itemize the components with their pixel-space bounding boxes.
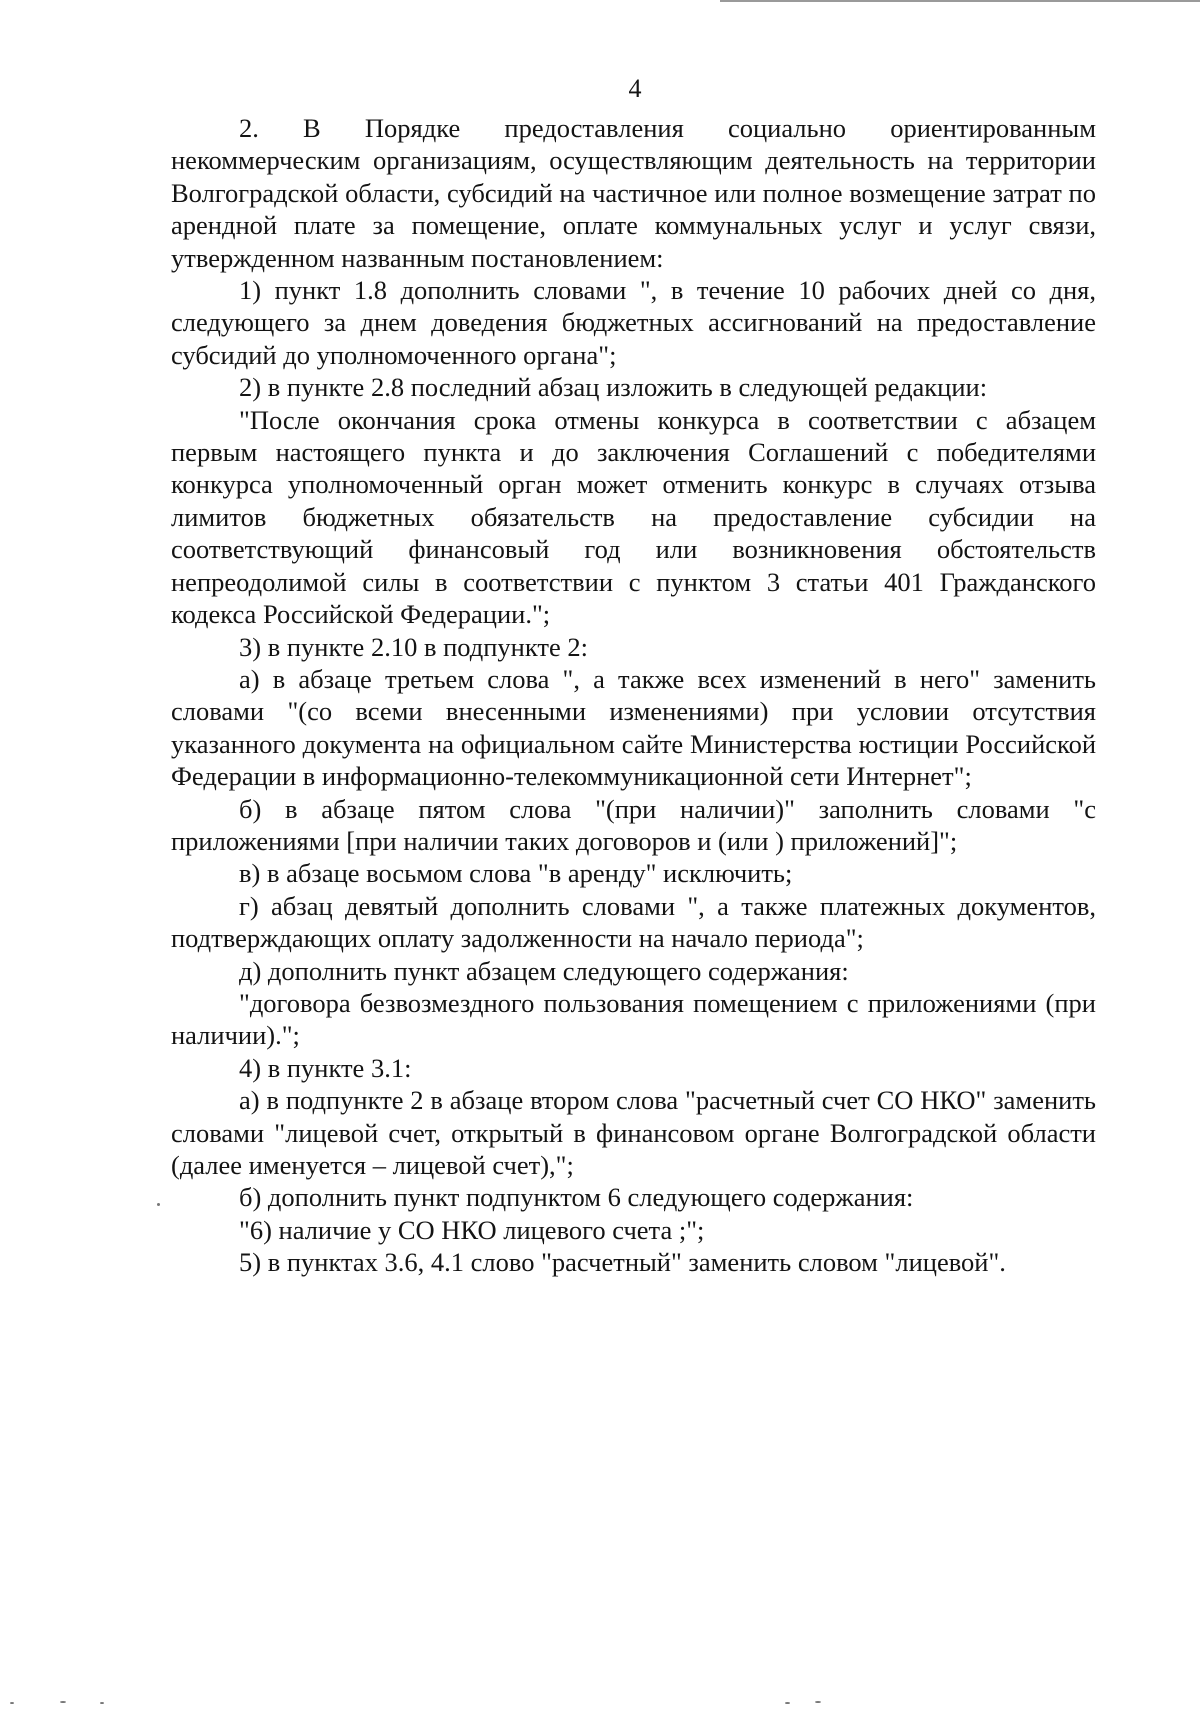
page-number: 4 [628, 74, 642, 103]
scan-speck [100, 1702, 104, 1704]
paragraph-item-4a: а) в подпункте 2 в абзаце втором слова "расчетный счет СО НКО" заменить словами "лицевой счет, открытый в финансовом органе Волгоградской области (далее именуется – лицевой счет),"; [171, 1085, 1096, 1180]
paragraph-item-3g: г) абзац девятый дополнить словами ", а также платежных документов, подтверждающих оплату задолженности на начало периода"; [171, 890, 1096, 954]
paragraph-item-3v: в) в абзаце восьмом слова "в аренду" исключить; [239, 858, 793, 889]
paragraph-item-4: 4) в пункте 3.1: [239, 1052, 412, 1083]
paragraph-item-5: 5) в пунктах 3.6, 4.1 слово "расчетный" заменить словом "лицевой". [239, 1247, 1006, 1278]
scan-speck [157, 1203, 160, 1206]
paragraph-item-3d: д) дополнить пункт абзацем следующего содержания: [239, 955, 849, 986]
scan-edge-line [720, 0, 1200, 2]
paragraph-quoted-addition: "договора безвозмездного пользования помещением с приложениями (при наличии)."; [171, 987, 1096, 1051]
paragraph-quoted-text: "После окончания срока отмены конкурса в соответствии с абзацем первым настоящего пункта и до заключения Соглашений с победителями конкурса уполномоченный орган может отменить конкурс в случаях отзыва лимитов бюджетных обязательств на предоставление субсидии на соответствующий финансовый год или возникновения обстоятельств непреодолимой силы в соответствии с пунктом 3 статьи 401 Гражданского кодекса Российской Федерации."; [171, 404, 1096, 630]
paragraph-quoted-subitem-6: "6) наличие у СО НКО лицевого счета ;"; [239, 1214, 705, 1245]
scan-speck [815, 1701, 821, 1703]
scan-speck [60, 1701, 66, 1703]
scan-speck [785, 1702, 790, 1704]
paragraph-amendment-intro: 2. В Порядке предоставления социально ориентированным некоммерческим организациям, осуществляющим деятельность на территории Волгоградской области, субсидий на частичное или полное возмещение затрат по арендной плате за помещение, оплате коммунальных услуг и услуг связи, утвержденном названным постановлением: [171, 113, 1096, 273]
document-body [171, 112, 1096, 1279]
paragraph-item-1: 1) пункт 1.8 дополнить словами ", в течение 10 рабочих дней со дня, следующего за днем доведения бюджетных ассигнований на предоставление субсидий до уполномоченного органа"; [171, 275, 1096, 370]
paragraph-item-3: 3) в пункте 2.10 в подпункте 2: [239, 631, 588, 662]
paragraph-item-4b: б) дополнить пункт подпунктом 6 следующего содержания: [239, 1182, 914, 1213]
paragraph-item-3a: а) в абзаце третьем слова ", а также всех изменений в него" заменить словами "(со всеми внесенными изменениями) при условии отсутствия указанного документа на официальном сайте Министерства юстиции Российской Федерации в информационно-телекоммуникационной сети Интернет"; [171, 663, 1096, 792]
paragraph-item-2: 2) в пункте 2.8 последний абзац изложить в следующей редакции: [239, 372, 988, 403]
scan-speck [10, 1702, 14, 1704]
paragraph-item-3b: б) в абзаце пятом слова "(при наличии)" заполнить словами "с приложениями [при наличии таких договоров и (или ) приложений]"; [171, 793, 1096, 856]
